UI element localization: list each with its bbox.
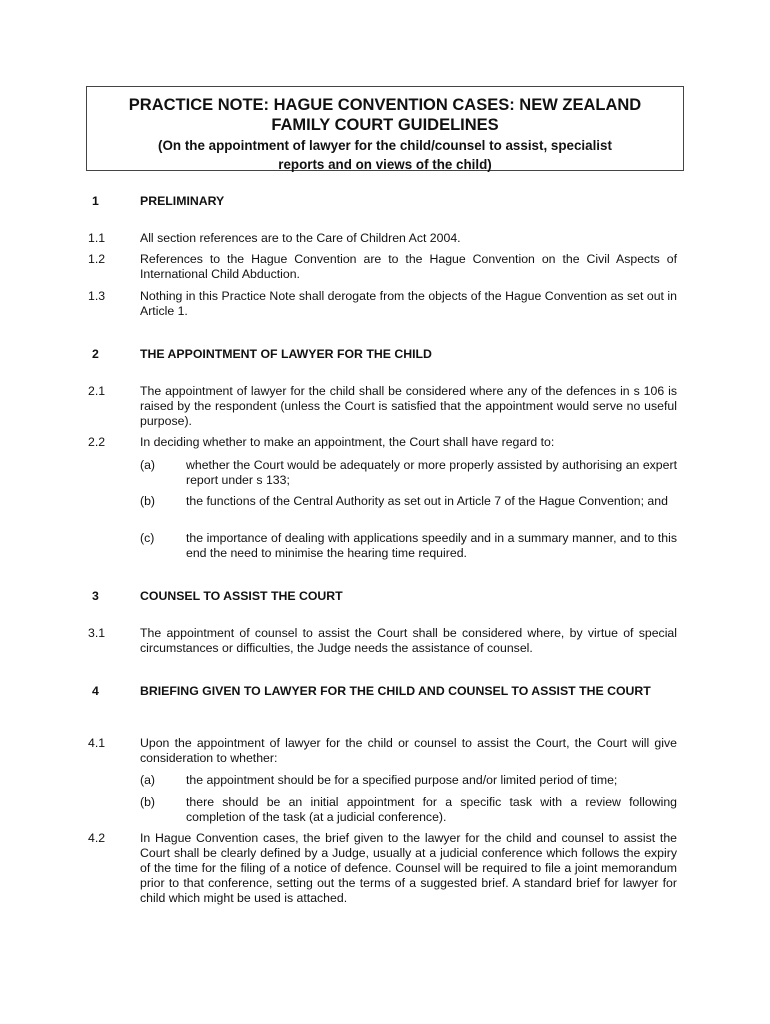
paragraph-text: Upon the appointment of lawyer for the child or counsel to assist the Court, the Court will give consideration to whether: [140, 736, 677, 765]
list-text: whether the Court would be adequately or more properly assisted by authorising an expert report under s 133; [186, 458, 677, 487]
title-line-2: FAMILY COURT GUIDELINES [271, 116, 499, 134]
section-title: PRELIMINARY [140, 194, 225, 208]
list-label: (c) [140, 531, 155, 545]
paragraph-number: 2.1 [88, 384, 106, 398]
title-box [86, 86, 684, 171]
paragraph-number: 1.3 [88, 289, 106, 303]
section-number: 4 [92, 684, 99, 698]
paragraph-number: 1.2 [88, 252, 106, 266]
paragraph-text: Nothing in this Practice Note shall derogate from the objects of the Hague Convention as set out in Article 1. [140, 289, 677, 318]
list-text: the importance of dealing with applications speedily and in a summary manner, and to this end the need to minimise the hearing time required. [186, 531, 677, 560]
paragraph-text: In Hague Convention cases, the brief given to the lawyer for the child and counsel to assist the Court shall be clearly defined by a Judge, usually at a judicial conference which follows the expiry of the time for the filing of a notice of defence. Counsel will be required to file a joint memorandum prior to that conference, setting out the terms of a suggested brief. A standard brief for lawyer for child which might be used is attached. [140, 831, 677, 905]
paragraph-number: 4.2 [88, 831, 106, 845]
list-text: there should be an initial appointment for a specific task with a review following completion of the task (at a judicial conference). [186, 795, 677, 824]
list-label: (a) [140, 458, 156, 472]
paragraph-text: References to the Hague Convention are to the Hague Convention on the Civil Aspects of International Child Abduction. [140, 252, 677, 281]
paragraph-text: The appointment of lawyer for the child shall be considered where any of the defences in s 106 is raised by the respondent (unless the Court is satisfied that the appointment would serve no useful purpose). [140, 384, 677, 428]
subtitle-line-1: (On the appointment of lawyer for the child/counsel to assist, specialist [158, 138, 612, 153]
paragraph-number: 3.1 [88, 626, 106, 640]
paragraph-number: 1.1 [88, 231, 106, 245]
paragraph-text: All section references are to the Care of Children Act 2004. [140, 231, 461, 245]
section-number: 3 [92, 589, 99, 603]
section-number: 1 [92, 194, 99, 208]
paragraph-text: The appointment of counsel to assist the Court shall be considered where, by virtue of special circumstances or difficulties, the Judge needs the assistance of counsel. [140, 626, 677, 655]
list-label: (a) [140, 773, 156, 787]
section-title: BRIEFING GIVEN TO LAWYER FOR THE CHILD AND COUNSEL TO ASSIST THE COURT [140, 684, 651, 698]
list-text: the functions of the Central Authority as set out in Article 7 of the Hague Convention; and [186, 494, 668, 508]
list-label: (b) [140, 494, 156, 508]
paragraph-number: 4.1 [88, 736, 106, 750]
section-title: THE APPOINTMENT OF LAWYER FOR THE CHILD [140, 347, 432, 361]
list-text: the appointment should be for a specified purpose and/or limited period of time; [186, 773, 618, 787]
section-title: COUNSEL TO ASSIST THE COURT [140, 589, 343, 603]
title-line-1: PRACTICE NOTE: HAGUE CONVENTION CASES: NEW ZEALAND [128, 96, 642, 114]
section-number: 2 [92, 347, 99, 361]
list-label: (b) [140, 795, 156, 809]
paragraph-text: In deciding whether to make an appointment, the Court shall have regard to: [140, 435, 555, 449]
paragraph-number: 2.2 [88, 435, 106, 449]
subtitle-line-2: reports and on views of the child) [278, 157, 492, 172]
